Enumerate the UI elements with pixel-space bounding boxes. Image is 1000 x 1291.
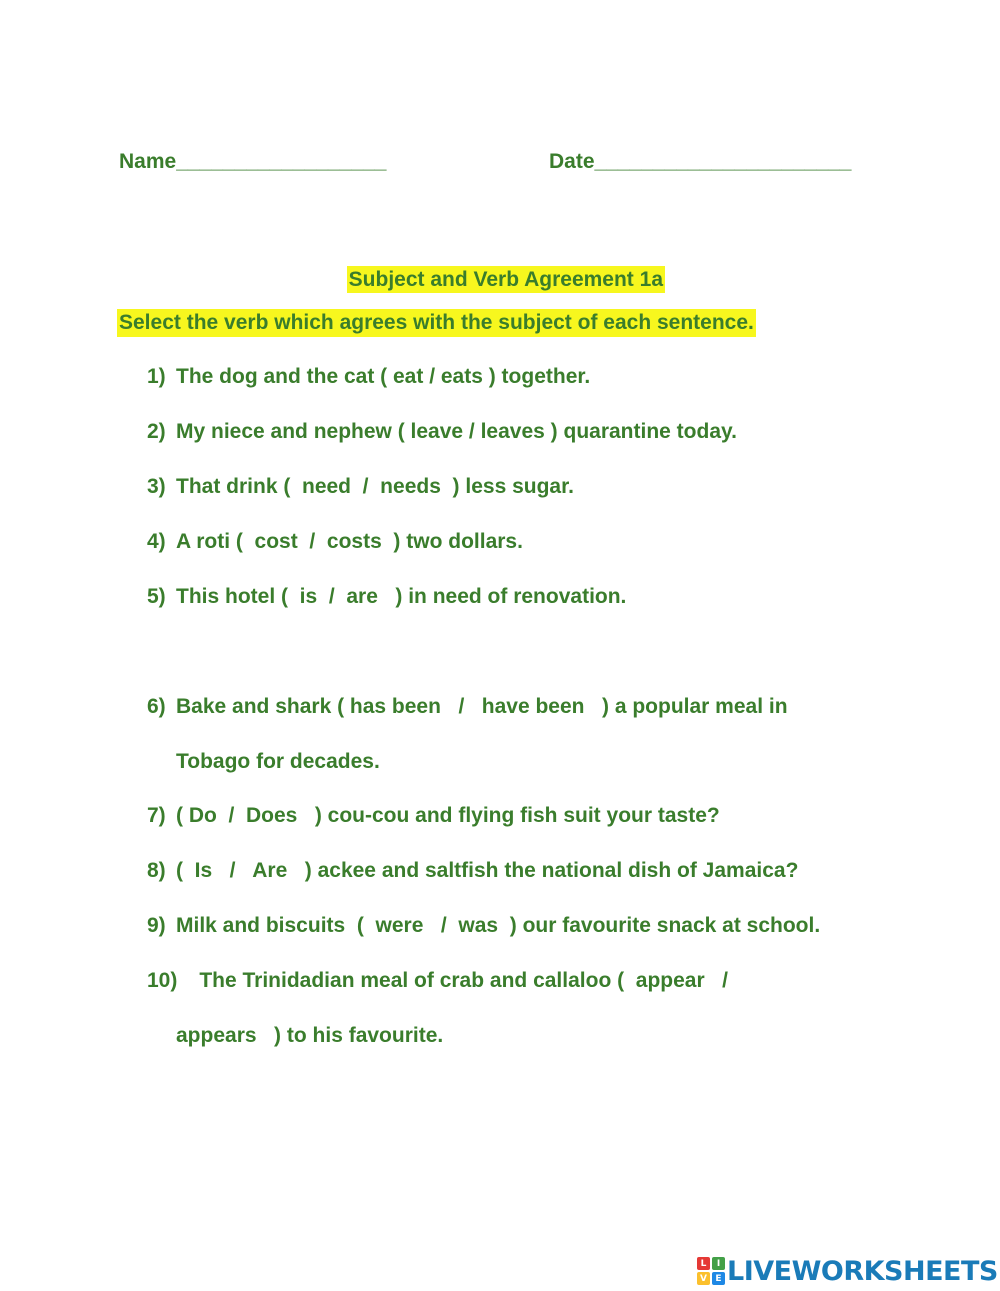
question-text: Bake and shark ( has been / have been ) a popular meal in [176,695,788,718]
liveworksheets-logo-text: LIVEWORKSHEETS [727,1255,998,1287]
logo-tile-l: L [697,1257,710,1270]
question-number: 5) [147,585,166,608]
question-number: 4) [147,530,166,553]
question-number: 6) [147,695,166,718]
question-number: 10) [147,969,178,992]
question-number: 8) [147,859,166,882]
question-number: 9) [147,914,166,937]
name-field-label: Name__________________ [119,150,387,173]
question-text: This hotel ( is / are ) in need of renovation. [176,585,627,608]
liveworksheets-logo-icon [697,1257,725,1285]
question-text: The Trinidadian meal of crab and callaloo ( appear / [176,969,728,992]
logo-tile-v: V [697,1272,710,1285]
question-text: My niece and nephew ( leave / leaves ) quarantine today. [176,420,737,443]
worksheet-title-text: Subject and Verb Agreement 1a [348,268,663,291]
question-text: ( Do / Does ) cou-cou and flying fish suit your taste? [176,804,720,827]
question-number: 3) [147,475,166,498]
instruction-text: Select the verb which agrees with the subject of each sentence. [117,309,756,337]
question-text: The dog and the cat ( eat / eats ) together. [176,365,591,388]
logo-tile-e: E [712,1272,725,1285]
question-text-continued: Tobago for decades. [176,750,380,773]
question-number: 1) [147,365,166,388]
question-text: ( Is / Are ) ackee and saltfish the national dish of Jamaica? [176,859,799,882]
worksheet-title [0,244,1000,292]
question-text-continued: appears ) to his favourite. [176,1024,444,1047]
question-number: 7) [147,804,166,827]
date-field-label: Date______________________ [549,150,852,173]
liveworksheets-logo [697,1253,998,1289]
question-text: A roti ( cost / costs ) two dollars. [176,530,523,553]
question-text: Milk and biscuits ( were / was ) our favourite snack at school. [176,914,821,937]
logo-tile-i: I [712,1257,725,1270]
question-text: That drink ( need / needs ) less sugar. [176,475,574,498]
question-number: 2) [147,420,166,443]
